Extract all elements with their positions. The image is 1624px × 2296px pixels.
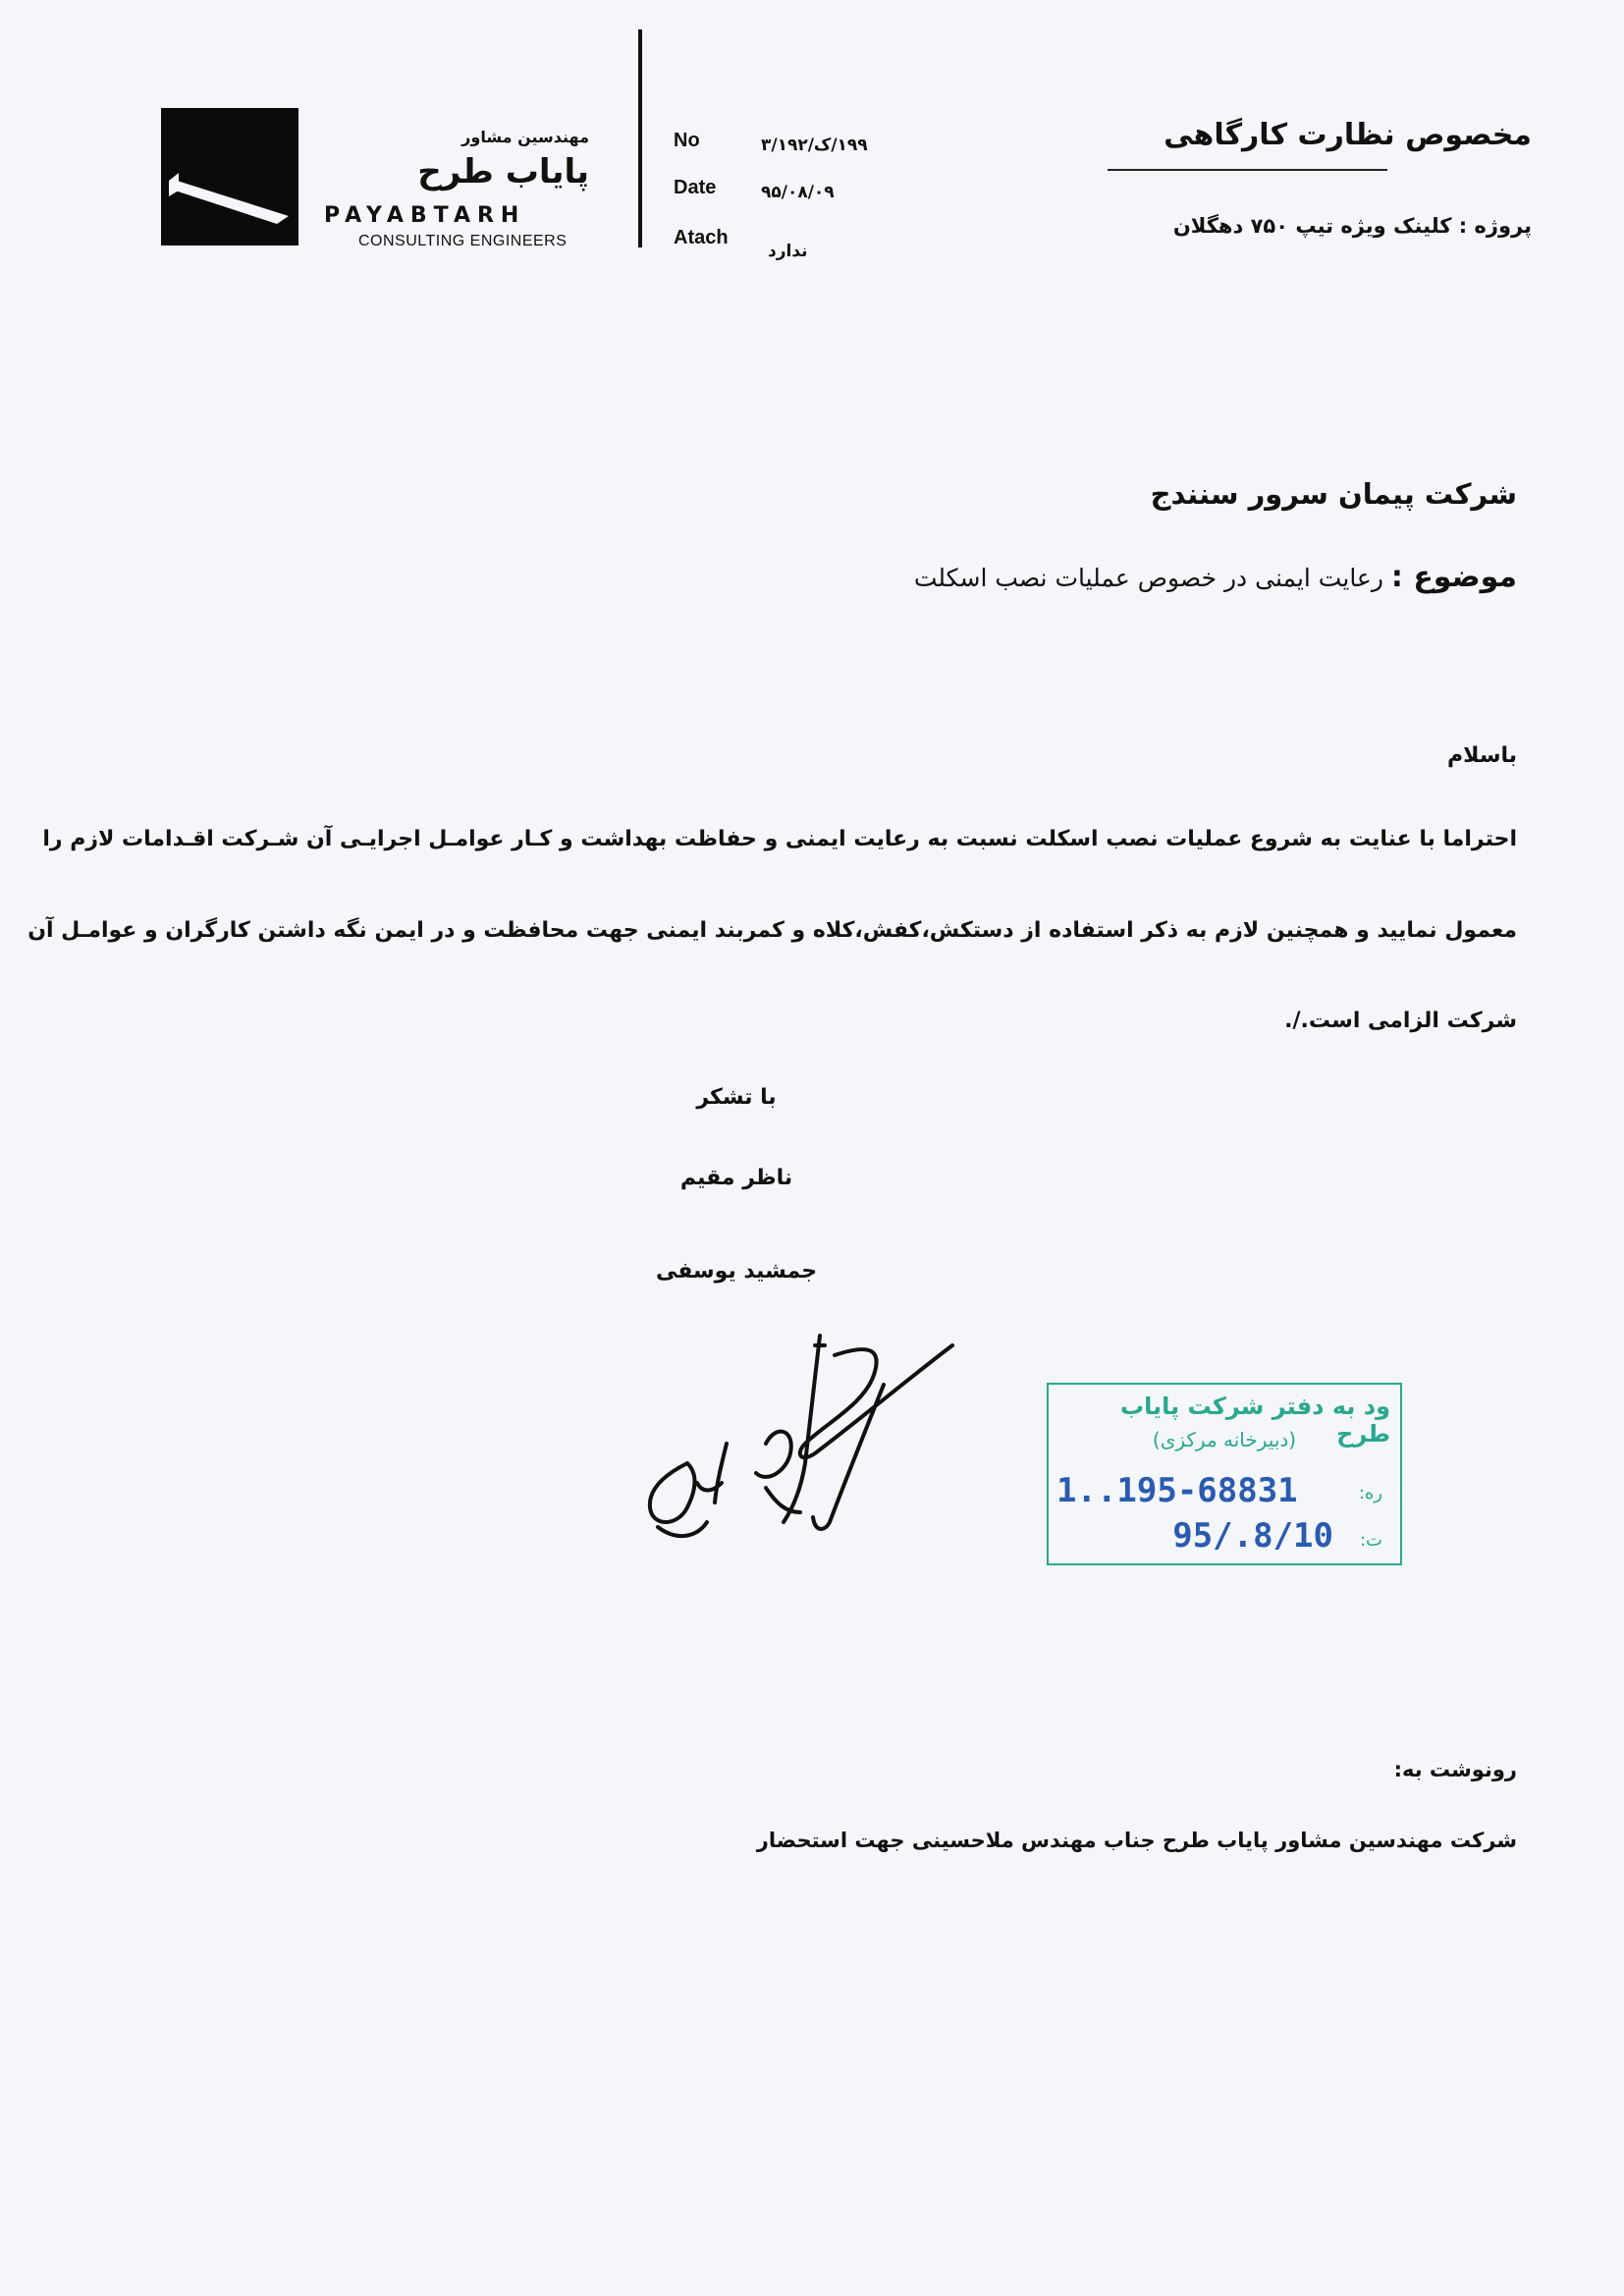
closing-role: ناظر مقیم	[679, 1166, 793, 1190]
subject-label: موضوع :	[1390, 560, 1517, 594]
closing-thanks: با تشکر	[696, 1085, 777, 1110]
recipient: شرکت پیمان سرور سنندج	[1150, 477, 1517, 511]
firm-name-fa-small: مهندسین مشاور	[461, 128, 589, 146]
attach-value: ندارد	[768, 242, 808, 261]
supervision-heading: مخصوص نظارت کارگاهی	[1164, 118, 1532, 152]
paragraph-line-1: احتراما با عنایت به شروع عملیات نصب اسکلت نسبت به رعایت ایمنی و حفاظت بهداشت و کـار عوامـل اجرایـی آن شـرکت اقـدامات لازم را	[42, 827, 1517, 851]
subject-text: رعایت ایمنی در خصوص عملیات نصب اسکلت	[913, 564, 1391, 592]
subject-line	[687, 560, 1517, 594]
firm-subtitle-en: CONSULTING ENGINEERS	[358, 233, 568, 249]
firm-name-fa: پایاب طرح	[417, 152, 589, 191]
date-value: ۹۵/۰۸/۰۹	[761, 183, 835, 202]
salutation: باسلام	[1447, 743, 1517, 768]
supervision-underline	[1108, 169, 1387, 171]
stamp-date: 95/.8/10	[1172, 1516, 1333, 1556]
stamp-reg-number: 1..195-68831	[1056, 1471, 1298, 1510]
project-line: پروژه : کلینک ویژه تیپ ۷۵۰ دهگلان	[1172, 214, 1532, 238]
stamp-date-label: ت:	[1359, 1530, 1382, 1551]
header-divider	[638, 29, 642, 247]
stamp-subtitle: (دبیرخانه مرکزی)	[1152, 1428, 1297, 1451]
logo-mark-icon	[161, 108, 298, 246]
cc-recipient: شرکت مهندسین مشاور پایاب طرح جناب مهندس ملاحسینی جهت استحضار	[756, 1829, 1517, 1852]
number-value: ۱۹۹/ک/۳/۱۹۲	[761, 136, 868, 155]
handwritten-signature	[628, 1316, 962, 1575]
stamp-reg-label: ره:	[1358, 1483, 1382, 1503]
paragraph-line-3: شرکت الزامی است./.	[1284, 1009, 1517, 1033]
company-logo	[161, 108, 298, 246]
firm-name-en: PAYABTARH	[324, 203, 526, 228]
date-label: Date	[674, 177, 717, 198]
registration-stamp	[1047, 1383, 1402, 1565]
cc-label: رونوشت به:	[1393, 1758, 1517, 1781]
paragraph-line-2: معمول نمایید و همچنین لازم به ذکر استفاده از دستکش،کفش،کلاه و کمربند ایمنی جهت محافظت و در ایمن نگه داشتن کارگران و عوامـل آن	[27, 918, 1517, 943]
closing-name: جمشید یوسفی	[655, 1259, 818, 1284]
number-label: No	[674, 130, 700, 151]
stamp-title: ود به دفتر شرکت پایاب طرح	[1119, 1393, 1390, 1448]
attach-label: Atach	[674, 227, 729, 248]
